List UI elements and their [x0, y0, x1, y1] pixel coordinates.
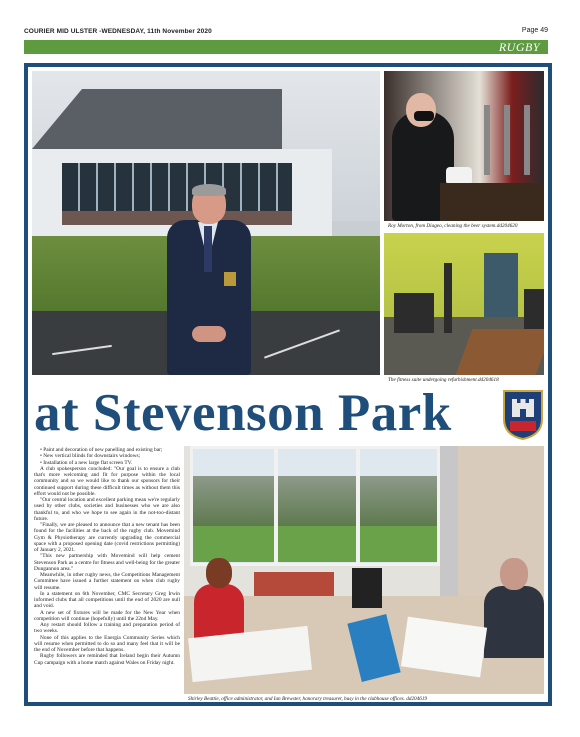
paragraph: A new set of fixtures will be made for the New Year when competition will continue (hopefully) until the 22nd May.	[34, 609, 180, 622]
paragraph: • Paint and decoration of new panelling and existing bar;	[40, 447, 163, 453]
beer-tap	[504, 105, 510, 175]
office-photo	[184, 446, 544, 694]
masthead-title: COURIER MID ULSTER -WEDNESDAY, 11th November 2020	[24, 28, 212, 35]
paragraph: "This new partnership with Movemind will help cement Stevenson Park as a centre for fitness and well-being for the greater Dungannon area."	[34, 553, 180, 572]
man-hair	[192, 184, 226, 196]
caption-beer: Roy Morton, from Diageo, cleaning the beer system.dd204620	[388, 223, 518, 229]
section-label: RUGBY	[498, 40, 540, 54]
window-mullion	[356, 446, 360, 566]
paragraph: • Installation of a new large flat screen TV.	[40, 459, 133, 466]
paragraph: Rugby followers are reminded that Ireland begin their Autumn Cup campaign with a home match against Wales on Friday night.	[34, 653, 180, 666]
fitness-suite-photo	[384, 233, 544, 375]
paragraph: "Our central location and excellent parking mean we're regularly used by other clubs, societies and businesses who we are also thankful to, and who we hope to see again in the not-too-distant future.	[34, 497, 180, 522]
curtain	[440, 446, 458, 596]
window-mullion	[274, 446, 278, 566]
man-in-blazer	[162, 186, 254, 375]
tie	[204, 226, 212, 272]
man-body	[484, 586, 544, 658]
section-bar	[24, 40, 548, 54]
paragraph: In a statement on 6th November, CMC Secretary Greg Irwin informed clubs that all competitions until the end of 2020 are null and void.	[34, 590, 180, 610]
paragraph: "Finally, we are pleased to announce that a new tenant has been found for the facilities at the back of the rugby club. Movemind Gym & Physiotherapy are currently upgrading the commercial space with a proposed opening date (covid restrictions permitting) of January 2, 2021.	[34, 522, 180, 553]
rugby-pitch	[193, 526, 437, 562]
man-at-desk	[484, 558, 544, 658]
headline: at Stevenson Park	[34, 384, 452, 442]
caption-fitness: The fitness suite undergoing refurbishment.dd204618	[388, 377, 499, 383]
wooden-board	[456, 329, 544, 375]
main-photo	[32, 71, 380, 375]
gym-machine	[394, 293, 434, 333]
beer-system-photo	[384, 71, 544, 221]
paragraph: None of this applies to the Energia Community Series which will resume when permitted to do so and many feel that it will be the end of November before that happens.	[34, 634, 180, 653]
paragraph: • New vertical blinds for downstairs windows;	[40, 453, 141, 460]
paragraph: A club spokesperson concluded: "Our goal is to ensure a club that's more welcoming and fit for purpose within the local community and so we would like to thank our sponsors for their continued support during these difficult times as without them this effort would not be possible.	[34, 465, 180, 497]
bar-counter	[440, 183, 544, 221]
shelf-boxes	[254, 572, 334, 596]
paragraph: Meanwhile, in other rugby news, the Competitions Management Committee have issued a further statement on when club rugby will resume.	[34, 572, 180, 591]
blazer-badge	[224, 272, 236, 286]
doorway	[484, 253, 518, 317]
window-trees	[193, 476, 437, 526]
gym-machine	[524, 289, 544, 329]
woman-head	[206, 558, 232, 588]
article-body	[34, 447, 180, 666]
gym-machine	[444, 263, 452, 333]
clasped-hands	[192, 326, 226, 342]
club-crest-icon	[502, 389, 544, 441]
beer-tap	[524, 105, 530, 175]
page-number: Page 49	[521, 27, 548, 34]
beer-tap	[484, 105, 490, 175]
face-mask	[414, 111, 434, 121]
caption-office: Shirley Beattie, office administrator, and Ian Brewster, honorary treasurer, busy in the clubhouse offices. dd204619	[188, 696, 428, 702]
man-head	[500, 558, 528, 590]
paragraph: Any restart should follow a training and preparation period of two weeks.	[34, 622, 180, 635]
article-frame	[24, 63, 552, 706]
bar-man-head	[406, 93, 436, 127]
computer-monitor	[352, 568, 382, 608]
